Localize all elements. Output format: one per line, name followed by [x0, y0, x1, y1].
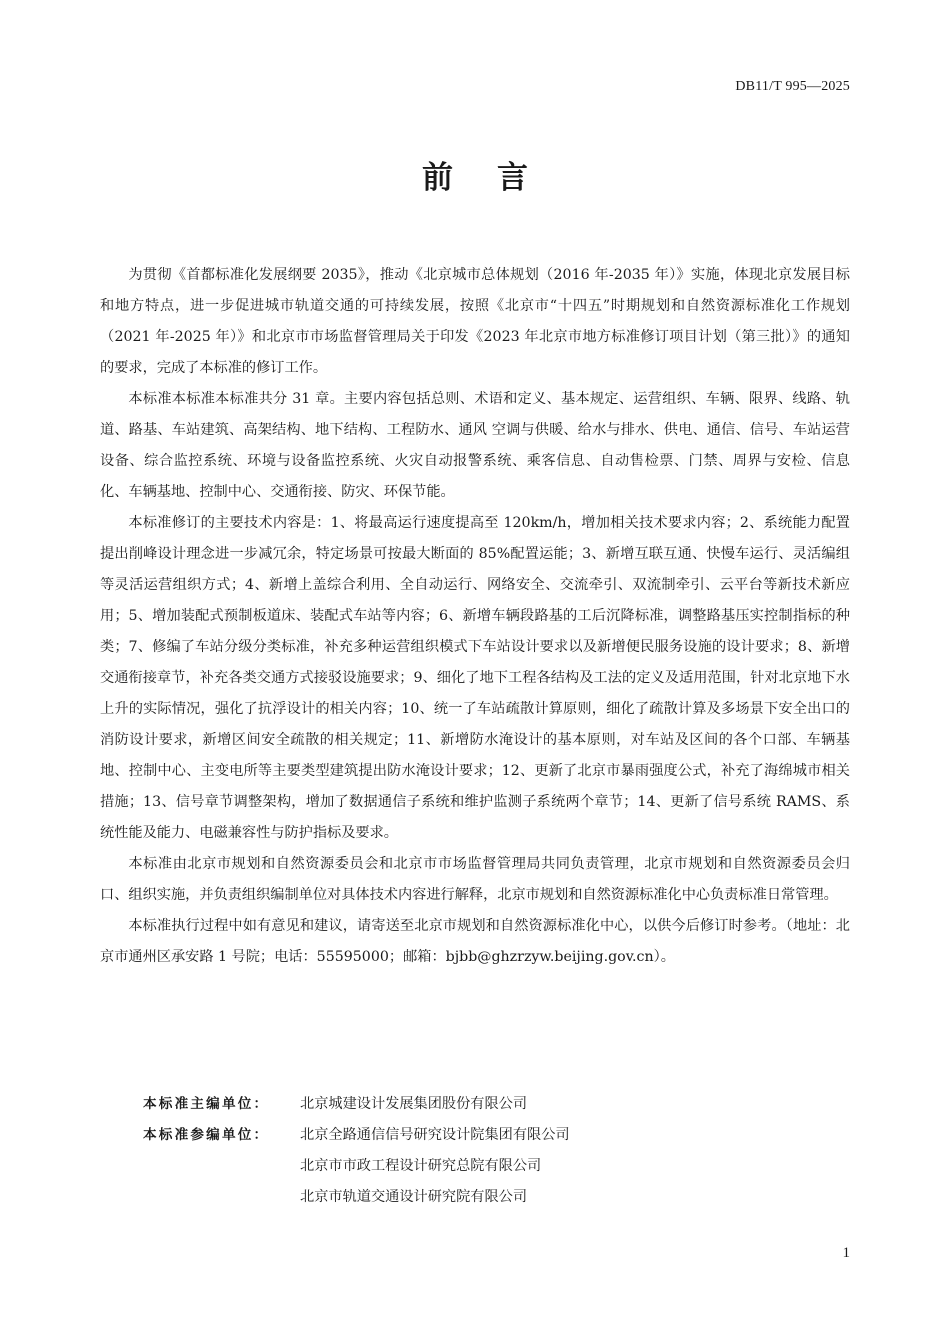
page-number: 1: [842, 1245, 850, 1261]
paragraph-purpose: 为贯彻《首都标准化发展纲要 2035》，推动《北京城市总体规划（2016 年-2035 年）》实施，体现北京发展目标和地方特点，进一步促进城市轨道交通的可持续发展，按照《北京市“十四五”时期规划和自然资源标准化工作规划（2021 年-2025 年）》和北京市市场监督管理局关于印发《2023 年北京市地方标准修订项目计划（第三批）》的通知的要求，完成了本标准的修订工作。: [100, 267, 850, 376]
paragraph-structure: 本标准本标准本标准共分 31 章。主要内容包括总则、术语和定义、基本规定、运营组织、车辆、限界、线路、轨道、路基、车站建筑、高架结构、地下结构、工程防水、通风 空调与供暖、给水与排水、供电、通信、信号、车站运营设备、综合监控系统、环境与设备监控系统、火灾自动报警系统、乘客信息、自动售检票、门禁、周界与安检、信息化、车辆基地、控制中心、交通衔接、防灾、环保节能。: [100, 391, 850, 500]
paragraph-feedback: 本标准执行过程中如有意见和建议，请寄送至北京市规划和自然资源标准化中心，以供今后修订时参考。（地址：北京市通州区承安路 1 号院；电话：55595000；邮箱：bjbb@ghzrzyw.beijing.gov.cn）。: [100, 918, 850, 965]
participating-unit-name: 北京市市政工程设计研究总院有限公司: [300, 1158, 542, 1174]
chief-unit-label: 本标准主编单位：: [143, 1096, 270, 1112]
paragraph-revisions: 本标准修订的主要技术内容是：1、将最高运行速度提高至 120km/h，增加相关技术要求内容；2、系统能力配置提出削峰设计理念进一步减冗余，特定场景可按最大断面的 85%配置运能；3、新增互联互通、快慢车运行、灵活编组等灵活运营组织方式；4、新增上盖综合利用、全自动运行、网络安全、交流牵引、双流制牵引、云平台等新技术新应用；5、增加装配式预制板道床、装配式车站等内容；6、新增车辆段路基的工后沉降标准，调整路基压实控制指标的种类；7、修编了车站分级分类标准，补充多种运营组织模式下车站设计要求以及新增便民服务设施的设计要求；8、新增交通衔接章节，补充各类交通方式接驳设施要求；9、细化了地下工程各结构及工法的定义及适用范围，针对北京地下水上升的实际情况，强化了抗浮设计的相关内容；10、统一了车站疏散计算原则，细化了疏散计算及多场景下安全出口的消防设计要求，新增区间安全疏散的相关规定；11、新增防水淹设计的基本原则，对车站及区间的各个口部、车辆基地、控制中心、主变电所等主要类型建筑提出防水淹设计要求；12、更新了北京市暴雨强度公式，补充了海绵城市相关措施；13、信号章节调整架构，增加了数据通信子系统和维护监测子系统两个章节；14、更新了信号系统 RAMS、系统性能及能力、电磁兼容性与防护指标及要求。: [100, 515, 850, 841]
drafting-units: [143, 1089, 843, 1213]
body-text: [100, 260, 850, 973]
participating-unit-name: 北京全路通信信号研究设计院集团有限公司: [300, 1127, 570, 1143]
participating-unit-label: 本标准参编单位：: [143, 1127, 270, 1143]
chief-unit-row: [143, 1089, 843, 1120]
paragraph-management: 本标准由北京市规划和自然资源委员会和北京市市场监督管理局共同负责管理，北京市规划和自然资源委员会归口、组织实施，并负责组织编制单位对具体技术内容进行解释，北京市规划和自然资源标准化中心负责标准日常管理。: [100, 856, 850, 903]
chief-unit-name: 北京城建设计发展集团股份有限公司: [300, 1096, 528, 1112]
page-title: 前言: [422, 160, 572, 196]
chief-unit-names: [300, 1089, 843, 1120]
participating-unit-name: 北京市轨道交通设计研究院有限公司: [300, 1189, 528, 1205]
document-number: DB11/T 995—2025: [735, 79, 850, 94]
participating-unit-row: [143, 1120, 843, 1213]
participating-unit-names: [300, 1120, 843, 1213]
